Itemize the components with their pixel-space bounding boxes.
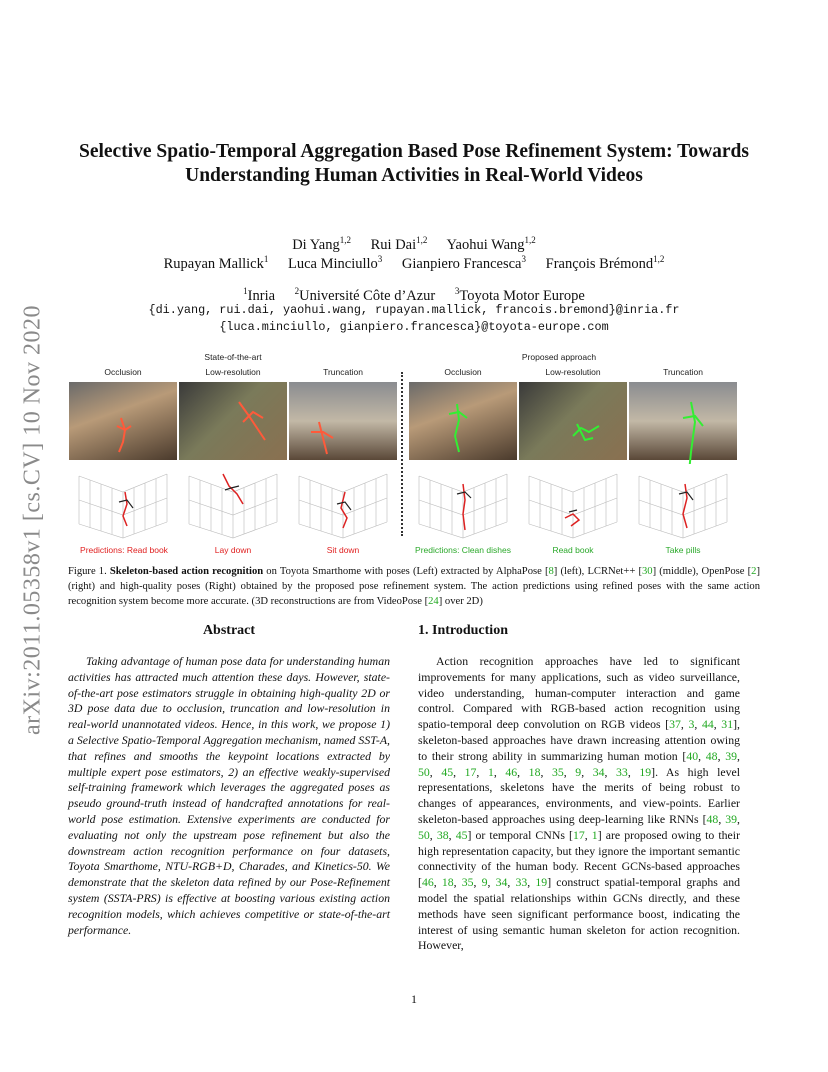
intro-text-run: ,	[493, 764, 506, 779]
column-label: Occlusion	[104, 367, 142, 377]
citation-link[interactable]: 35	[551, 764, 564, 779]
citation-link[interactable]: 33	[515, 875, 528, 890]
3d-pose-plot	[409, 464, 517, 544]
citation-link[interactable]: 19	[535, 875, 548, 890]
prediction-label: Take pills	[665, 545, 701, 555]
citation-link[interactable]: 9	[575, 764, 582, 779]
prediction-label: Lay down	[214, 545, 252, 555]
intro-text-run: ,	[448, 827, 456, 842]
intro-text-run: ,	[476, 764, 488, 779]
intro-text-run: ,	[581, 764, 593, 779]
citation-link[interactable]: 40	[686, 748, 699, 763]
intro-text-run: ,	[429, 827, 437, 842]
title-line-2: Understanding Human Activities in Real-World Videos	[185, 165, 643, 186]
citation-link[interactable]: 31	[721, 717, 734, 732]
citation-link[interactable]: 33	[616, 764, 628, 779]
3d-pose-plot	[519, 464, 627, 544]
affiliation: $^3$Toyota Motor Europe	[454, 286, 585, 304]
intro-text-run: ,	[453, 764, 465, 779]
intro-text-run: ,	[680, 717, 689, 732]
citation-link[interactable]: 35	[461, 875, 474, 890]
author: Yaohui Wang$^{1,2}$	[446, 235, 536, 253]
figure-header-right: Proposed approach	[521, 352, 597, 362]
citation-link[interactable]: 39	[725, 748, 738, 763]
video-frame-truncation	[289, 382, 397, 460]
intro-text-run: ,	[737, 748, 740, 763]
intro-text-run: ,	[507, 875, 516, 890]
video-frame-low-resolution-refined	[519, 382, 627, 460]
column-label: Low-resolution	[205, 367, 261, 377]
video-frame-occlusion-refined	[409, 382, 517, 460]
citation-link[interactable]: 37	[669, 717, 681, 732]
citation-link[interactable]: 3	[688, 717, 695, 732]
citation-link[interactable]: 1	[591, 827, 598, 842]
paper-title	[40, 140, 788, 188]
prediction-label: Read book	[552, 545, 594, 555]
intro-text-run: ,	[604, 764, 617, 779]
column-label: Truncation	[663, 367, 703, 377]
citation-link[interactable]: 18	[441, 875, 454, 890]
figure-1	[68, 350, 760, 560]
page-number: 1	[411, 992, 417, 1006]
citation-link[interactable]: 1	[487, 764, 494, 779]
intro-text-run: ] or temporal CNNs [	[467, 827, 573, 842]
video-frame-occlusion	[69, 382, 177, 460]
figure-divider	[401, 372, 403, 536]
citation-link[interactable]: 50	[418, 764, 430, 779]
intro-text-run: ] construct spatial-temporal graphs and model the spatial relationships within GCNs directly, and these methods have seen significant performance boost, indicating the interest of using semantic human skeleton for action recognition. However,	[418, 875, 741, 953]
abstract-heading: Abstract	[202, 623, 256, 638]
citation-link[interactable]: 17	[572, 827, 585, 842]
citation-link[interactable]: 24	[428, 596, 439, 607]
column-label: Occlusion	[444, 367, 482, 377]
title-line-1: Selective Spatio-Temporal Aggregation Based Pose Refinement System: Towards	[78, 141, 749, 162]
intro-text-run: ,	[473, 875, 482, 890]
citation-link[interactable]: 8	[548, 566, 554, 577]
3d-pose-plot	[179, 464, 287, 544]
intro-text-run: ,	[453, 875, 462, 890]
arxiv-identifier: arXiv:2011.05358v1 [cs.CV] 10 Nov 2020	[19, 304, 46, 736]
citation-link[interactable]: 46	[505, 764, 518, 779]
intro-text-run: Action recognition approaches have led to significant improvements for many applications, such as video surveillance, video understanding, human-computer interaction and game control. Compared with RGB-based action recognition using spatio-temporal deep convolution on RGB videos [	[418, 654, 740, 732]
video-frame-truncation-refined	[629, 382, 737, 460]
citation-link[interactable]: 34	[495, 875, 508, 890]
citation-link[interactable]: 2	[751, 566, 757, 577]
citation-link[interactable]: 19	[639, 764, 652, 779]
citation-link[interactable]: 45	[455, 827, 468, 842]
citation-link[interactable]: 48	[706, 811, 719, 826]
intro-text-run: ,	[517, 764, 529, 779]
intro-text	[418, 654, 740, 954]
intro-text-run: ,	[737, 811, 740, 826]
citation-link[interactable]: 9	[481, 875, 488, 890]
email-line-1: {di.yang, rui.dai, yaohui.wang, rupayan.mallick, francois.bremond}@inria.fr	[148, 303, 680, 317]
author: Gianpiero Francesca$^3$	[401, 254, 526, 272]
video-frame-low-resolution	[179, 382, 287, 460]
intro-text-run: ,	[540, 764, 552, 779]
citation-link[interactable]: 50	[418, 827, 430, 842]
arxiv-sidebar	[16, 280, 50, 760]
author: François Brémond$^{1,2}$	[545, 254, 665, 272]
figure-header-left: State-of-the-art	[204, 352, 262, 362]
3d-pose-plot	[289, 464, 397, 544]
citation-link[interactable]: 45	[441, 764, 454, 779]
intro-text-run: ,	[713, 717, 722, 732]
affiliation: $^1$Inria	[243, 286, 276, 304]
prediction-label: Predictions: Clean dishes	[415, 545, 511, 555]
citation-link[interactable]: 30	[641, 566, 653, 577]
author: Rupayan Mallick$^1$	[163, 254, 269, 272]
intro-text-run: ,	[694, 717, 702, 732]
author: Luca Minciullo$^3$	[288, 254, 383, 272]
intro-text-run: ,	[429, 764, 442, 779]
citation-link[interactable]: 38	[436, 827, 449, 842]
3d-pose-plot	[69, 464, 177, 544]
prediction-label: Sit down	[326, 545, 360, 555]
author: Di Yang$^{1,2}$	[292, 235, 351, 253]
citation-link[interactable]: 17	[464, 764, 477, 779]
3d-pose-plot	[629, 464, 737, 544]
intro-text-run: ], skeleton-based approaches have drawn increasing attention owing to their strong ability in summarizing human motion [	[418, 717, 740, 763]
intro-text-run: ,	[487, 875, 496, 890]
intro-text-run: ,	[584, 827, 592, 842]
intro-text-run: ,	[698, 748, 706, 763]
intro-text-run: ,	[433, 875, 442, 890]
affiliation: $^2$Université Côte d’Azur	[294, 286, 436, 304]
citation-link[interactable]: 34	[592, 764, 605, 779]
citation-link[interactable]: 48	[705, 748, 718, 763]
intro-text-run: ,	[717, 748, 726, 763]
intro-text-run: ]. As high level representations, skeletons have the merits of being robust to changes of appearances, environments, and view-points. Earlier skeleton-based approaches using deep-learning like RNNs [	[418, 764, 741, 826]
intro-text-run: ,	[563, 764, 576, 779]
abstract-text: Taking advantage of human pose data for understanding human activities has attracted much attention these days. However, state-of-the-art pose estimators struggle in obtaining high-quality 2D or 3D pose data due to occlusion, truncation and low-resolution in real-world unannotated videos. Hence, in this work, we propose 1) a Selective Spatio-Temporal Aggregation mechanism, named SST-A, that refines and smooths the keypoint locations extracted by multiple expert pose estimators, 2) an effective weakly-supervised self-training framework which leverages the aggregated poses as pseudo ground-truth instead of handcrafted annotations for real-world pose estimation. Extensive experiments are conducted for evaluating not only the upstream pose refinement but also the downstream action recognition performance on four datasets, Toyota Smarthome, NTU-RGB+D, Charades, and Kinetics-50. We demonstrate that the skeleton data refined by our Pose-Refinement system (SSTA-PRS) is effective at boosting various existing action recognition models, which achieves competitive or state-of-the-art performance.	[68, 654, 390, 937]
author: Rui Dai$^{1,2}$	[370, 235, 428, 253]
column-label: Low-resolution	[545, 367, 601, 377]
citation-link[interactable]: 44	[701, 717, 714, 732]
citation-link[interactable]: 39	[725, 811, 738, 826]
citation-link[interactable]: 46	[421, 875, 434, 890]
intro-heading: 1. Introduction	[418, 623, 508, 638]
email-line-2: {luca.minciullo, gianpiero.francesca}@toyota-europe.com	[219, 320, 609, 334]
intro-text-run: ,	[527, 875, 536, 890]
column-label: Truncation	[323, 367, 363, 377]
intro-text-run: ,	[718, 811, 726, 826]
intro-text-run: ,	[627, 764, 640, 779]
intro-text-run: ] are proposed owing to their high representation capacity, but they ignore the important semantic connectivity of the human body. Recent GCNs-based approaches [	[418, 827, 741, 890]
figure-caption: Figure 1. Skeleton-based action recognition on Toyota Smarthome with poses (Left) extracted by AlphaPose [8] (left), LCRNet++ [30] (middle), OpenPose [2] (right) and high-quality poses (Right) obtained by the proposed pose refinement system. The action predictions using refined poses with the same action recognition system become more accurate. (3D reconstructions are from VideoPose [24] over 2D)	[68, 566, 760, 607]
citation-link[interactable]: 18	[528, 764, 541, 779]
author-row-2	[60, 249, 768, 274]
prediction-label: Predictions: Read book	[80, 545, 168, 555]
